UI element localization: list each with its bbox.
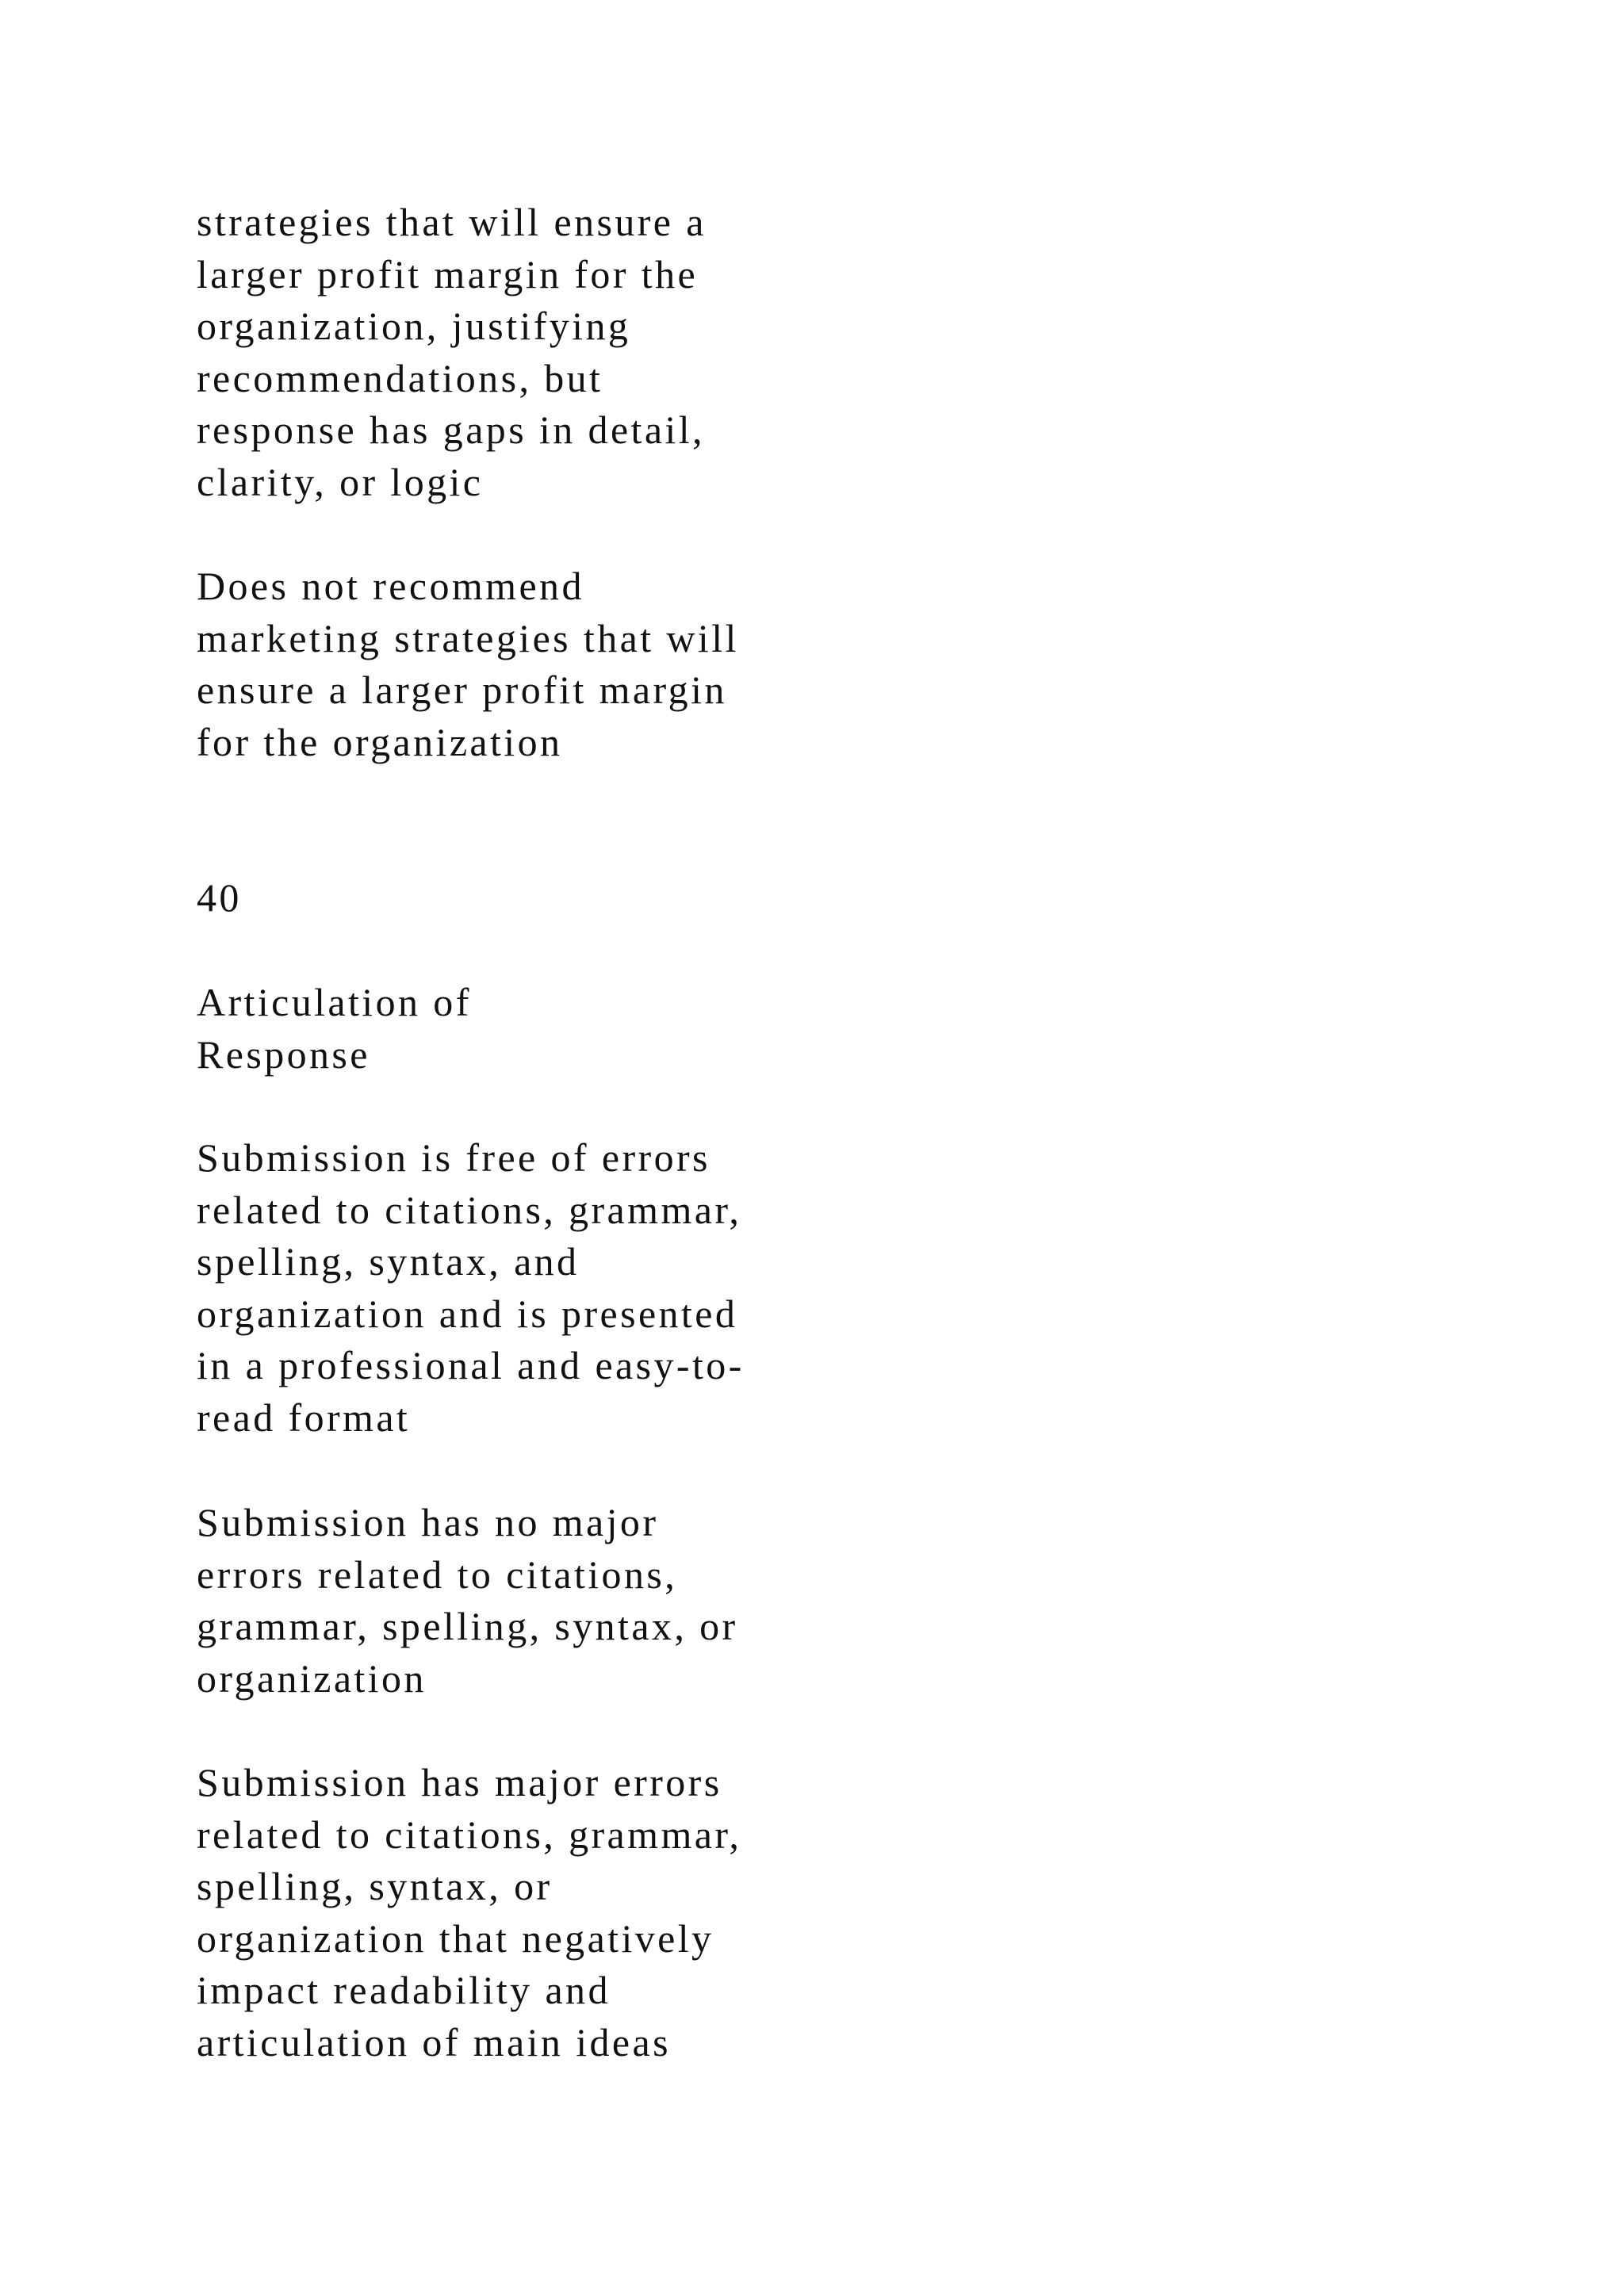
text-line: related to citations, grammar, xyxy=(197,1187,742,1232)
text-line: articulation of main ideas xyxy=(197,2019,671,2064)
text-line: strategies that will ensure a xyxy=(197,200,707,244)
text-line: larger profit margin for the xyxy=(197,251,699,297)
rubric-not-evident-text xyxy=(197,561,799,768)
rubric-proficient-text xyxy=(197,197,799,509)
rubric-proficient-articulation-text xyxy=(197,1497,799,1705)
text-line: spelling, syntax, or xyxy=(197,1864,553,1909)
text-line: organization that negatively xyxy=(197,1915,714,1961)
text-line: organization and is presented xyxy=(197,1291,738,1336)
criterion-title xyxy=(197,977,799,1081)
text-line: in a professional and easy-to- xyxy=(197,1343,745,1388)
text-line: grammar, spelling, syntax, or xyxy=(197,1604,738,1649)
text-line: Response xyxy=(197,1031,370,1077)
text-line: impact readability and xyxy=(197,1968,611,2013)
text-line: errors related to citations, xyxy=(197,1552,678,1597)
text-line: 40 xyxy=(197,875,242,920)
text-line: for the organization xyxy=(197,719,563,764)
text-line: ensure a larger profit margin xyxy=(197,668,727,713)
rubric-exemplary-text xyxy=(197,1132,799,1445)
text-line: Does not recommend xyxy=(197,564,584,608)
text-line: recommendations, but xyxy=(197,355,603,400)
text-line: marketing strategies that will xyxy=(197,615,739,660)
text-line: Submission has major errors xyxy=(197,1760,722,1804)
text-line: Articulation of xyxy=(197,980,472,1024)
text-line: Submission has no major xyxy=(197,1500,659,1544)
text-line: related to citations, grammar, xyxy=(197,1812,742,1857)
text-line: response has gaps in detail, xyxy=(197,408,705,453)
text-line: clarity, or logic xyxy=(197,459,484,504)
rubric-needs-improvement-text xyxy=(197,1757,799,2069)
text-line: spelling, syntax, and xyxy=(197,1239,580,1284)
text-line: organization xyxy=(197,1655,427,1701)
criterion-value xyxy=(197,872,799,924)
text-line: Submission is free of errors xyxy=(197,1135,710,1180)
text-line: read format xyxy=(197,1395,411,1440)
text-line: organization, justifying xyxy=(197,304,631,349)
